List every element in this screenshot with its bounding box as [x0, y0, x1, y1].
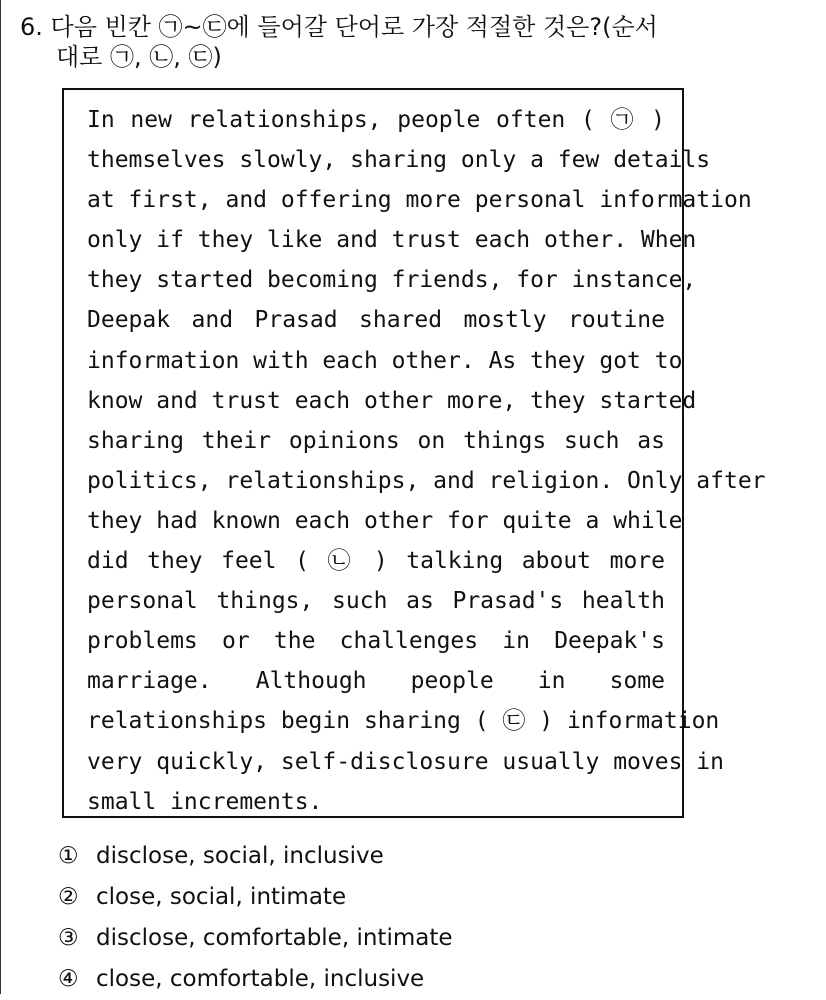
passage-line: only if they like and trust each other. When [87, 227, 697, 254]
choice-number: ① [58, 843, 79, 869]
choice-text: disclose, social, inclusive [96, 843, 384, 869]
choice-text: disclose, comfortable, intimate [96, 925, 453, 951]
choice-1[interactable] [58, 836, 453, 877]
passage-line: problems or the challenges in Deepak's [87, 628, 665, 655]
passage-line: know and trust each other more, they started [87, 387, 697, 414]
choice-number: ② [58, 884, 79, 910]
passage-box [62, 88, 766, 818]
passage-line: themselves slowly, sharing only a few details [87, 147, 711, 174]
choice-number: ③ [58, 925, 79, 951]
passage-line: marriage. Although people in some [87, 668, 665, 695]
passage-line: small increments. [87, 788, 323, 815]
passage-line: very quickly, self-disclosure usually moves in [87, 748, 724, 775]
choice-text: close, social, intimate [96, 884, 347, 910]
page-left-border [0, 0, 1, 994]
choice-3[interactable] [58, 918, 453, 959]
passage-line: personal things, such as Prasad's health [87, 588, 665, 615]
passage-line: Deepak and Prasad shared mostly routine [87, 307, 665, 334]
question-prompt [20, 12, 800, 72]
choice-number: ④ [58, 966, 79, 992]
passage-line: politics, relationships, and religion. Only after [87, 467, 766, 494]
question-line-1: 6. 다음 빈칸 ㉠~㉢에 들어갈 단어로 가장 적절한 것은?(순서 [20, 13, 658, 41]
passage-line: at first, and offering more personal information [87, 187, 752, 214]
answer-choices [58, 836, 453, 1000]
passage-line: did they feel ( ㉡ ) talking about more [87, 548, 665, 575]
passage-line: they started becoming friends, for instance, [87, 267, 697, 294]
passage-line: relationships begin sharing ( ㉢ ) information [87, 708, 720, 735]
choice-2[interactable] [58, 877, 453, 918]
passage-line: In new relationships, people often ( ㉠ ) [87, 107, 665, 133]
choice-text: close, comfortable, inclusive [96, 966, 425, 992]
passage-text [87, 100, 766, 822]
passage-line: sharing their opinions on things such as [87, 427, 665, 454]
passage-line: information with each other. As they got to [87, 347, 683, 374]
question-line-2: 대로 ㉠, ㉡, ㉢) [56, 43, 222, 71]
passage-line: they had known each other for quite a while [87, 507, 683, 534]
